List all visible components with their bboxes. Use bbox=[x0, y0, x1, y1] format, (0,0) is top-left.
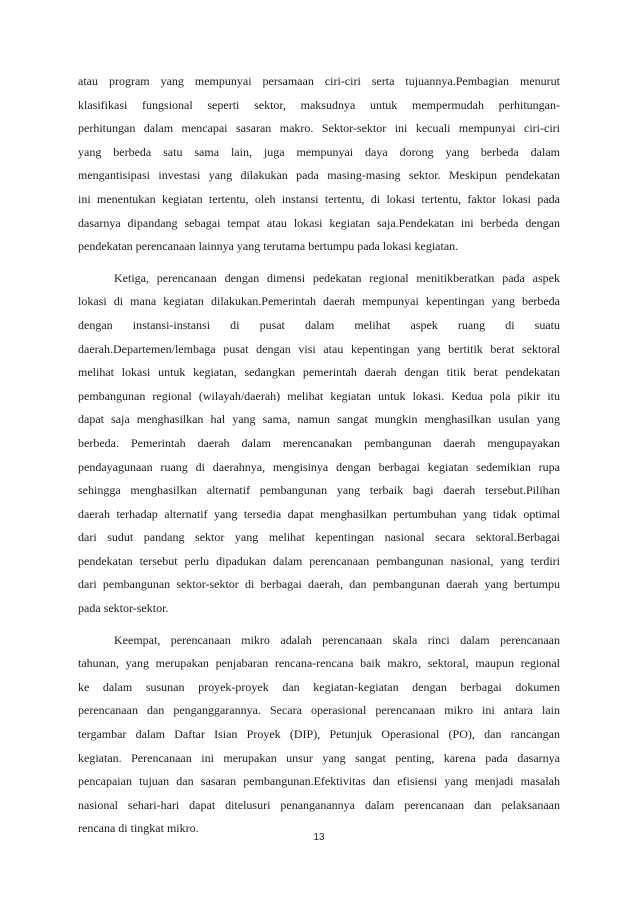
text-line: pendekatan perencanaan lainnya yang terutama bertumpu pada lokasi kegiatan. bbox=[78, 239, 459, 254]
text-line: rencana di tingkat mikro. bbox=[78, 821, 199, 836]
text-line: melihat lokasi untuk kegiatan, sedangkan pemerintah daerah dengan titik berat pendekatan bbox=[78, 365, 560, 380]
text-line: pencapaian tujuan dan sasaran pembangunan.Efektivitas dan efisiensi yang menjadi masalah bbox=[78, 774, 560, 789]
text-line: dari pembangunan sektor-sektor di berbagai daerah, dan pembangunan daerah yang bertumpu bbox=[78, 577, 560, 592]
text-line: klasifikasi fungsional seperti sektor, maksudnya untuk mempermudah perhitungan- bbox=[78, 97, 560, 112]
text-line: kegiatan. Perencanaan ini merupakan unsur yang sangat penting, karena pada dasarnya bbox=[78, 750, 560, 765]
text-line: dapat saja menghasilkan hal yang sama, namun sangat mungkin menghasilkan usulan yang bbox=[78, 412, 560, 427]
text-line: Keempat, perencanaan mikro adalah perencanaan skala rinci dalam perencanaan bbox=[114, 632, 560, 647]
text-line: tergambar dalam Daftar Isian Proyek (DIP), Petunjuk Operasional (PO), dan rancangan bbox=[78, 727, 560, 742]
text-line: pendekatan tersebut perlu dipadukan dalam perencanaan pembangunan nasional, yang terdiri bbox=[78, 553, 560, 568]
text-line: mengantisipasi investasi yang dilakukan pada masing-masing sektor. Meskipun pendekatan bbox=[78, 168, 560, 183]
paragraph-2 bbox=[78, 267, 560, 621]
text-line: perhitungan dalam mencapai sasaran makro. Sektor-sektor ini kecuali mempunyai ciri-ciri bbox=[78, 121, 560, 136]
paragraph-spacer bbox=[78, 621, 560, 629]
text-line: dengan instansi-instansi di pusat dalam melihat aspek ruang di suatu bbox=[78, 317, 560, 332]
text-line: pendayagunaan ruang di daerahnya, mengisinya dengan berbagai kegiatan sedemikian rupa bbox=[78, 459, 560, 474]
text-line: daerah terhadap alternatif yang tersedia dapat menghasilkan pertumbuhan yang tidak optimal bbox=[78, 506, 560, 521]
text-line: berbeda. Pemerintah daerah dalam merencanakan pembangunan daerah mengupayakan bbox=[78, 435, 560, 450]
text-line: nasional sehari-hari dapat ditelusuri penanganannya dalam perencanaan dan pelaksanaan bbox=[78, 797, 560, 812]
text-line: daerah.Departemen/lembaga pusat dengan visi atau kepentingan yang bertitik berat sektoral bbox=[78, 341, 560, 356]
text-line: yang berbeda satu sama lain, juga mempunyai daya dorong yang berbeda dalam bbox=[78, 144, 560, 159]
text-line: perencanaan dan penganggarannya. Secara operasional perencanaan mikro ini antara lain bbox=[78, 703, 560, 718]
page-number: 13 bbox=[313, 832, 325, 843]
page-body bbox=[78, 70, 560, 841]
paragraph-1 bbox=[78, 70, 560, 259]
text-line: sehingga menghasilkan alternatif pembangunan yang terbaik bagi daerah tersebut.Pilihan bbox=[78, 483, 560, 498]
text-line: dasarnya dipandang sebagai tempat atau lokasi kegiatan saja.Pendekatan ini berbeda dengan bbox=[78, 215, 560, 230]
text-line: ini menentukan kegiatan tertentu, oleh instansi tertentu, di lokasi tertentu, faktor lokasi pada bbox=[78, 191, 560, 206]
text-line: dari sudut pandang sektor yang melihat kepentingan nasional secara sektoral.Berbagai bbox=[78, 530, 560, 545]
text-line: atau program yang mempunyai persamaan ciri-ciri serta tujuannya.Pembagian menurut bbox=[78, 74, 560, 88]
text-line: ke dalam susunan proyek-proyek dan kegiatan-kegiatan dengan berbagai dokumen bbox=[78, 679, 560, 694]
paragraph-spacer bbox=[78, 259, 560, 267]
text-line: Ketiga, perencanaan dengan dimensi pedekatan regional menitikberatkan pada aspek bbox=[114, 270, 560, 285]
text-line: pada sektor-sektor. bbox=[78, 601, 169, 616]
paragraph-3 bbox=[78, 629, 560, 841]
text-line: pembangunan regional (wilayah/daerah) melihat kegiatan untuk lokasi. Kedua pola pikir itu bbox=[78, 388, 560, 403]
text-line: lokasi di mana kegiatan dilakukan.Pemerintah daerah mempunyai kepentingan yang berbeda bbox=[78, 294, 560, 309]
text-line: tahunan, yang merupakan penjabaran rencana-rencana baik makro, sektoral, maupun regional bbox=[78, 656, 560, 671]
